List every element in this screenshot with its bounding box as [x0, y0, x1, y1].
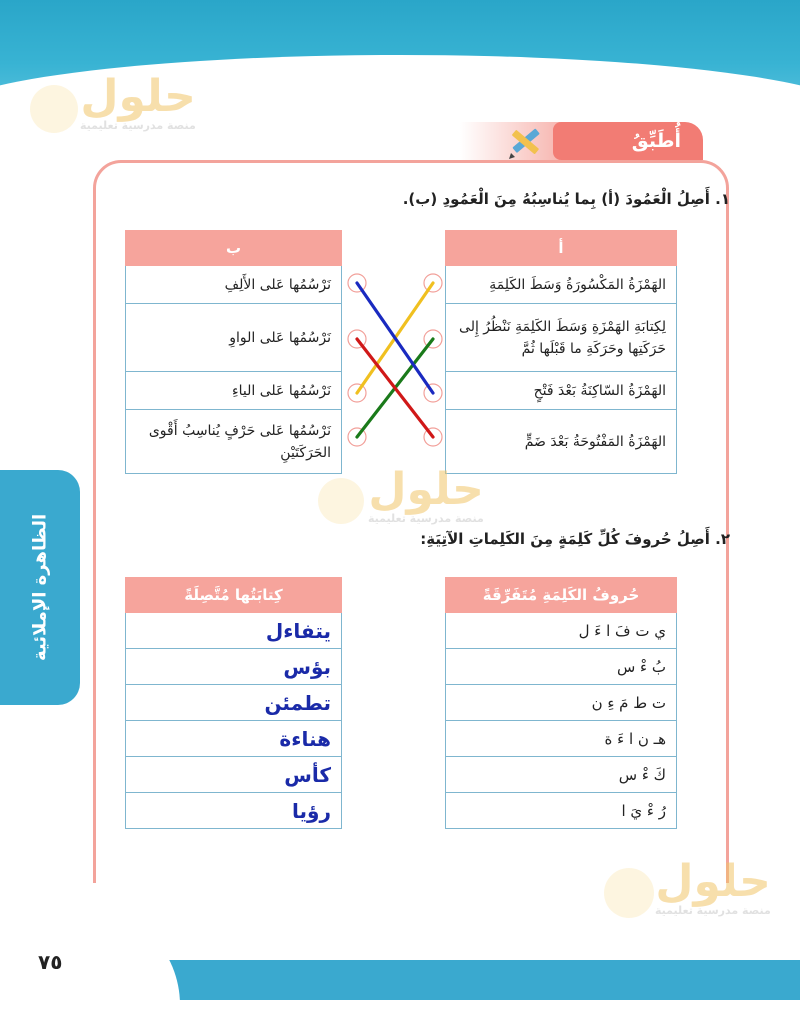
- column-a-row: الهَمْزَةُ المَفْتُوحَةُ بَعْدَ ضَمٍّ: [446, 410, 677, 474]
- watermark-brand: حلول: [368, 464, 484, 515]
- exercise2-instruction: ٢. أَصِلُ حُروفَ كُلِّ كَلِمَةٍ مِنَ الكَلِماتِ الآتِيَةِ:: [420, 530, 730, 548]
- section-title: [553, 122, 703, 160]
- watermark-bottom: [655, 856, 771, 917]
- column-a-header: أ: [446, 231, 677, 266]
- column-a-row: الهَمْزَةُ المَكْسُورَةُ وَسَطَ الكَلِمَةِ: [446, 266, 677, 304]
- word-answer: كأس: [126, 757, 342, 793]
- letters-header: حُروفُ الكَلِمَةِ مُتَفَرِّقَةً: [446, 578, 677, 613]
- column-a-row: لِكِتابَةِ الهَمْزَةِ وَسَطَ الكَلِمَةِ نَنْظُرُ إِلى حَرَكَتِها وحَرَكَةِ ما قَبْلَها ثُمَّ: [446, 304, 677, 372]
- watermark-tagline: منصة مدرسية تعليمية: [368, 512, 484, 525]
- watermark-top: [80, 71, 196, 132]
- word-answer: يتفاءل: [126, 613, 342, 649]
- watermark-logo-icon: [318, 478, 364, 524]
- matching-lines: [345, 265, 445, 465]
- word-answer: رؤيا: [126, 793, 342, 829]
- letters-row: كَ ءْ س: [446, 757, 677, 793]
- column-b-row: نَرْسُمُها عَلى الياءِ: [126, 372, 342, 410]
- watermark-logo-icon: [30, 85, 78, 133]
- exercise2-column-letters: [445, 577, 677, 829]
- exercise2-column-words: [125, 577, 342, 829]
- pencil-ruler-icon: [505, 122, 545, 160]
- letters-row: ي ت فَ ا ءَ ل: [446, 613, 677, 649]
- column-a-row: الهَمْزَةُ السّاكِنَةُ بَعْدَ فَتْحٍ: [446, 372, 677, 410]
- letters-row: ت ط مَ ءِ ن: [446, 685, 677, 721]
- column-b-row: نَرْسُمُها عَلى الواوِ: [126, 304, 342, 372]
- column-b-header: ب: [126, 231, 342, 266]
- watermark-tagline: منصة مدرسية تعليمية: [80, 119, 196, 132]
- watermark-tagline: منصة مدرسية تعليمية: [655, 904, 771, 917]
- chapter-side-tab-label: الظاهرة الإملائية: [29, 513, 51, 662]
- bottom-left-curve: [0, 905, 180, 1015]
- watermark-brand: حلول: [80, 71, 196, 122]
- exercise1-column-b: [125, 230, 342, 474]
- letters-row: رُ ءْ يَ ا: [446, 793, 677, 829]
- watermark-middle: [368, 464, 484, 525]
- section-title-text: أُطَبِّقُ: [631, 130, 681, 152]
- exercise1-instruction: ١. أَصِلُ الْعَمُودَ (أ) بِما يُناسِبُهُ مِنَ الْعَمُودِ (ب).: [402, 190, 730, 208]
- words-header: كِتابَتُها مُتَّصِلَةً: [126, 578, 342, 613]
- page-number: ٧٥: [38, 950, 63, 974]
- word-answer: تطمئن: [126, 685, 342, 721]
- word-answer: بؤس: [126, 649, 342, 685]
- letters-row: هـ ن ا ءَ ة: [446, 721, 677, 757]
- word-answer: هناءة: [126, 721, 342, 757]
- watermark-brand: حلول: [655, 856, 771, 907]
- letters-row: بُ ءْ س: [446, 649, 677, 685]
- column-b-row: نَرْسُمُها عَلى الأَلِفِ: [126, 266, 342, 304]
- watermark-logo-icon: [604, 868, 654, 918]
- column-b-row: نَرْسُمُها عَلى حَرْفٍ يُناسِبُ أَقْوى الحَرَكَتَيْنِ: [126, 410, 342, 474]
- exercise1-column-a: [445, 230, 677, 474]
